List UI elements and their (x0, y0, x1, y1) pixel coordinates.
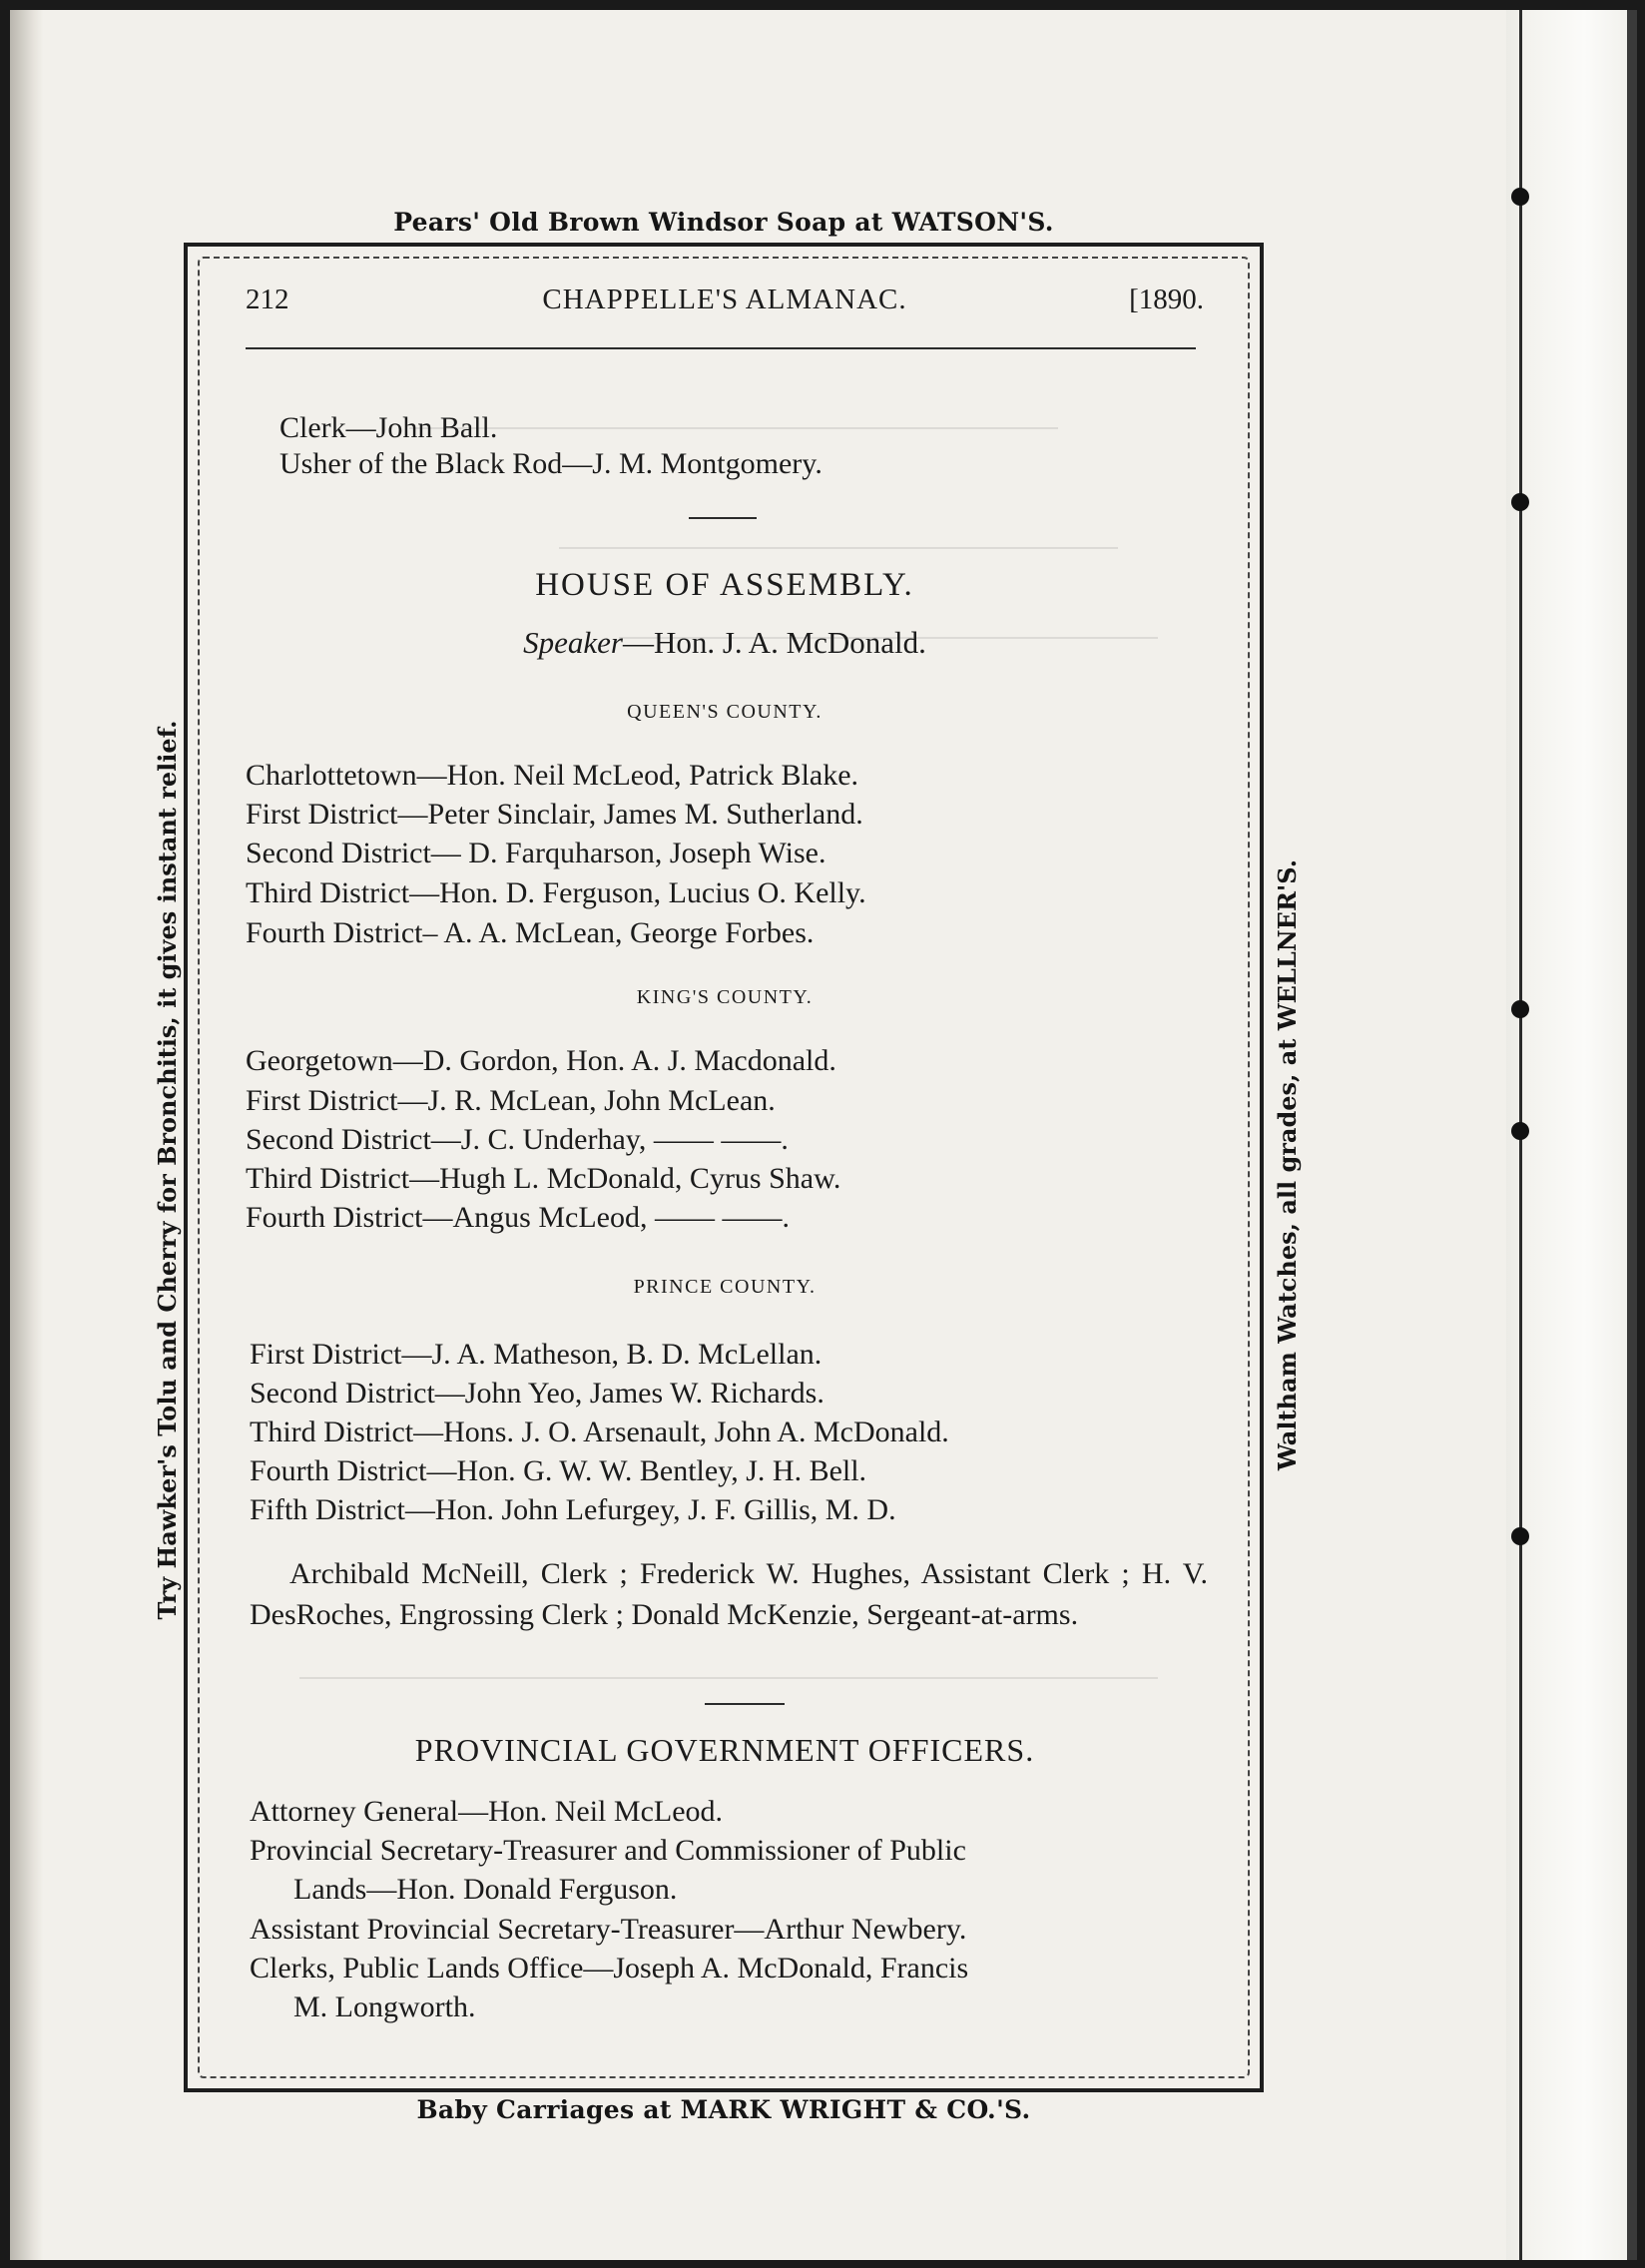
county-heading: PRINCE COUNTY. (633, 1276, 817, 1298)
speaker-label: Speaker (523, 625, 623, 660)
officer-line: Attorney General—Hon. Neil McLeod. (250, 1795, 724, 1828)
header-rule (246, 347, 1196, 349)
section-heading: PROVINCIAL GOVERNMENT OFFICERS. (414, 1732, 1035, 1768)
district-line: Second District— D. Farquharson, Joseph Wise. (246, 837, 826, 869)
advertisement-top: Pears' Old Brown Windsor Soap at WATSON'S. (393, 208, 1054, 237)
officer-line-continued: M. Longworth. (293, 1990, 476, 2023)
district-line: Fourth District—Angus McLeod, —— ——. (246, 1201, 790, 1234)
officer-line-continued: Lands—Hon. Donald Ferguson. (293, 1873, 678, 1906)
entry-line: Usher of the Black Rod—J. M. Montgomery. (279, 447, 822, 480)
county-heading: QUEEN'S COUNTY. (627, 701, 822, 723)
district-line: Fourth District—Hon. G. W. W. Bentley, J. H. Bell. (250, 1454, 867, 1487)
district-line: First District—J. R. McLean, John McLean. (246, 1084, 776, 1117)
page-edge-right (1627, 10, 1637, 2260)
district-line: Second District—J. C. Underhay, —— ——. (246, 1123, 789, 1156)
section-divider (705, 1703, 785, 1705)
almanac-title: CHAPPELLE'S ALMANAC. (542, 284, 907, 315)
binding-stitch (1511, 1000, 1529, 1018)
county-heading: KING'S COUNTY. (636, 986, 814, 1008)
section-divider (689, 517, 757, 519)
officers-paragraph-text: Archibald McNeill, Clerk ; Frederick W. Hughes, Assistant Clerk ; H. V. DesRoches, Engrossing Clerk ; Donald McKenzie, Sergeant-at-arms. (250, 1557, 1208, 1631)
binding-stitch (1511, 1122, 1529, 1140)
speaker-value: —Hon. J. A. McDonald. (622, 625, 926, 660)
speaker-line (246, 625, 1204, 661)
officer-line: Assistant Provincial Secretary-Treasurer—Arthur Newbery. (250, 1913, 967, 1946)
district-line: Second District—John Yeo, James W. Richards. (250, 1377, 824, 1410)
district-line: Third District—Hons. J. O. Arsenault, John A. McDonald. (250, 1416, 949, 1448)
officers-paragraph (250, 1553, 1208, 1635)
district-line: First District—J. A. Matheson, B. D. McLellan. (250, 1338, 822, 1371)
officer-line: Provincial Secretary-Treasurer and Commissioner of Public (250, 1834, 966, 1867)
advertisement-left: Try Hawker's Tolu and Cherry for Bronchitis, it gives instant relief. (153, 720, 182, 1620)
page-number: 212 (246, 284, 289, 315)
binding-stitch (1511, 493, 1529, 511)
running-head (246, 284, 1204, 323)
district-line: Fourth District– A. A. McLean, George Forbes. (246, 916, 815, 949)
district-line: Georgetown—D. Gordon, Hon. A. J. Macdonald. (246, 1044, 836, 1077)
advertisement-bottom: Baby Carriages at MARK WRIGHT & CO.'S. (416, 2095, 1031, 2124)
district-line: Third District—Hugh L. McDonald, Cyrus Shaw. (246, 1162, 841, 1195)
entry-line: Clerk—John Ball. (279, 411, 498, 444)
binding-stitch (1511, 1527, 1529, 1545)
district-line: First District—Peter Sinclair, James M. Sutherland. (246, 798, 863, 831)
officer-line: Clerks, Public Lands Office—Joseph A. McDonald, Francis (250, 1952, 969, 1984)
district-line: Charlottetown—Hon. Neil McLeod, Patrick Blake. (246, 759, 859, 792)
district-line: Third District—Hon. D. Ferguson, Lucius O. Kelly. (246, 876, 866, 909)
binding-stitch (1511, 188, 1529, 206)
district-line: Fifth District—Hon. John Lefurgey, J. F. Gillis, M. D. (250, 1493, 896, 1526)
advertisement-right: Waltham Watches, all grades, at WELLNER'S. (1273, 858, 1302, 1471)
year: [1890. (1129, 284, 1204, 315)
section-heading: HOUSE OF ASSEMBLY. (535, 567, 914, 603)
book-edge (10, 10, 44, 2260)
